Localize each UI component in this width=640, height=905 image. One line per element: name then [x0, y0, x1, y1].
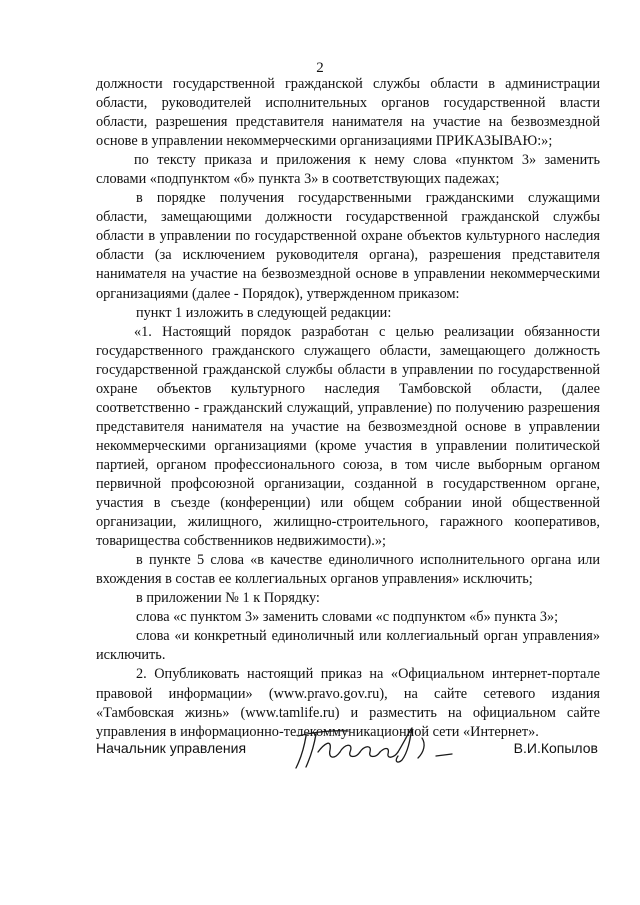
handwritten-signature — [292, 722, 462, 774]
paragraph: 2. Опубликовать настоящий приказ на «Официальном интернет-портале правовой информации» (www.pravo.gov.ru), на сайте сетевого издания «Тамбовская жизнь» (www.tamlife.ru) и разместить на официальном сайте управления в информационно-телекоммуникационной сети «Интернет». — [96, 666, 600, 740]
page-number: 2 — [316, 60, 324, 76]
signatory-position: Начальник управления — [96, 740, 247, 756]
paragraph: в приложении № 1 к Порядку: — [136, 590, 320, 607]
paragraph: по тексту приказа и приложения к нему слова «пунктом 3» заменить словами «подпунктом «б» пункта 3» в соответствующих падежах; — [96, 152, 600, 188]
paragraph: слова «и конкретный единоличный или коллегиальный орган управления» исключить. — [96, 628, 600, 664]
signature-block — [96, 736, 600, 766]
paragraph: в порядке получения государственными гражданскими служащими области, замещающими должности государственной гражданской службы области в управлении по государственной охране объектов культурного наследия области (за исключением руководителя органа), разрешения представителя нанимателя на участие на безвозмездной основе в управлении некоммерческими организациями (далее - Порядок), утвержденном приказом: — [96, 190, 600, 302]
paragraph: «1. Настоящий порядок разработан с целью реализации обязанности государственного гражданского служащего области, замещающего должность государственной гражданской службы области в управлении по государственной охране объектов культурного наследия Тамбовской области, (далее соответственно - гражданский служащий, управление) по получению разрешения представителя нанимателя на участие на безвозмездной основе в управлении некоммерческими организациями (кроме участия в управлении политической партией, органом профессионального союза, в том числе выборным органом первичной профсоюзной организации, созданной в государственном органе, участия в съезде (конференции) или общем собрании иной общественной организации, жилищного, жилищно-строительного, гаражного кооперативов, товарищества собственников недвижимости).»; — [96, 323, 600, 550]
paragraph: должности государственной гражданской службы области в администрации области, руководителей исполнительных органов государственной власти области, разрешения представителя нанимателя на участие на безвозмездной основе в управлении некоммерческими организациями ПРИКАЗЫВАЮ:»; — [96, 76, 600, 150]
signatory-name: В.И.Копылов — [513, 740, 598, 756]
paragraph: в пункте 5 слова «в качестве единоличного исполнительного органа или вхождения в состав ее коллегиальных органов управления» исключить; — [96, 552, 600, 588]
paragraph: пункт 1 изложить в следующей редакции: — [136, 304, 392, 321]
document-body — [96, 75, 600, 742]
paragraph: слова «с пунктом 3» заменить словами «с подпунктом «б» пункта 3»; — [136, 609, 559, 626]
